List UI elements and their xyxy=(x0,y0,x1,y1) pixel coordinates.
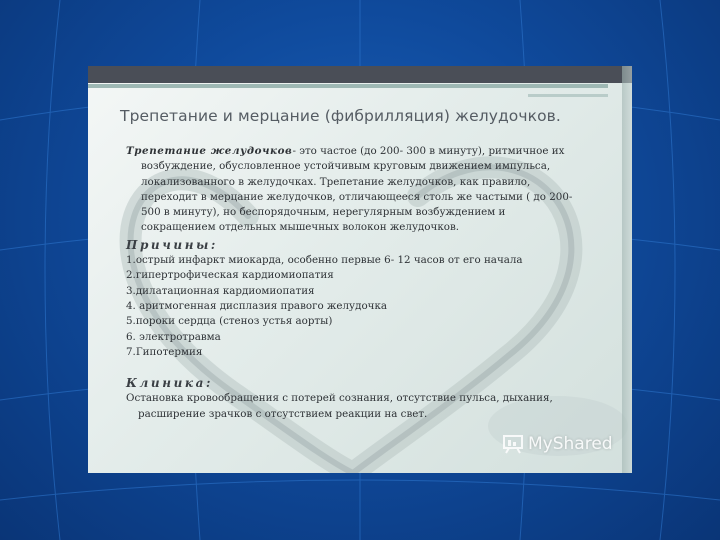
list-item: 6. электротравма xyxy=(126,330,221,343)
clinic-line: расширение зрачков с отсутствием реакции на свет. xyxy=(138,407,428,420)
clinic-heading: Клиника: xyxy=(126,376,214,391)
list-item: 1.острый инфаркт миокарда, особенно первые 6- 12 часов от его начала xyxy=(126,254,523,267)
slide-title: Трепетание и мерцание (фибрилляция) желудочков. xyxy=(120,107,561,125)
causes-list xyxy=(126,253,596,360)
causes-heading: Причины: xyxy=(126,237,218,252)
definition-line: сокращением отдельных мышечных волокон желудочков. xyxy=(141,221,460,234)
list-item: 7.Гипотермия xyxy=(126,345,203,358)
definition-line: возбуждение, обусловленное устойчивым круговым движением импульса, xyxy=(141,160,551,173)
presentation-board-icon xyxy=(502,434,524,454)
definition-paragraph xyxy=(126,144,596,236)
definition-term: Трепетание желудочков xyxy=(126,145,293,157)
watermark-text: MyShared xyxy=(528,434,613,454)
definition-line: локализованного в желудочках. Трепетание желудочков, как правило, xyxy=(141,175,531,188)
clinic-text xyxy=(126,391,596,422)
definition-line: 500 в минуту), но беспорядочным, нерегулярным возбуждением и xyxy=(141,206,506,219)
definition-line: - это частое (до 200- 300 в минуту), ритмичное их xyxy=(292,145,565,157)
slide-content xyxy=(126,144,596,422)
slide-panel xyxy=(88,66,632,473)
clinic-line: Остановка кровообращения с потерей сознания, отсутствие пульса, дыхания, xyxy=(126,392,553,405)
list-item: 5.пороки сердца (стеноз устья аорты) xyxy=(126,315,333,328)
list-item: 4. аритмогенная дисплазия правого желудочка xyxy=(126,299,388,312)
slide-accent-stripe xyxy=(88,84,608,88)
slide-accent-stripe-short xyxy=(528,94,608,97)
list-item: 3.дилатационная кардиомиопатия xyxy=(126,284,315,297)
slide-top-bar xyxy=(88,66,632,83)
definition-line: переходит в мерцание желудочков, отличающееся столь же частыми ( до 200- xyxy=(141,190,573,203)
slide-right-edge xyxy=(622,66,632,473)
myshared-watermark[interactable] xyxy=(502,434,613,454)
list-item: 2.гипертрофическая кардиомиопатия xyxy=(126,269,334,282)
